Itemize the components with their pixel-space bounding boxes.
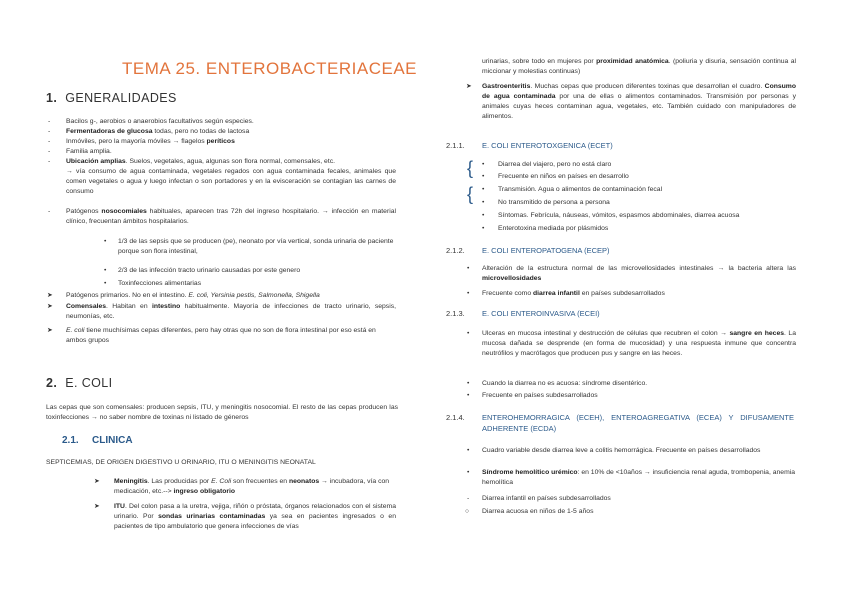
list-item-continued: → vía consumo de agua contaminada, vegetales regados con agua contaminada fecales, animales que comen vegetales o agua y luego infectan o son portadores y en la evisceración se contagian las carnes de consumo	[66, 168, 396, 195]
list-item: Transmisión. Agua o alimentos de contaminación fecal	[498, 186, 663, 193]
list-item: Frecuente como diarrea infantil en países subdesarrollados	[482, 290, 665, 297]
subsubsection-heading-ecep: 2.1.2. E. COLI ENTEROPATOGENA (ECEP)	[446, 246, 610, 255]
bullet-dot: •	[467, 447, 470, 454]
list-item: Diarrea del viajero, pero no está claro	[498, 161, 612, 168]
bullet-dot: •	[104, 238, 107, 245]
bullet-dot: •	[482, 186, 485, 193]
list-item: E. coli tiene muchísimas cepas diferentes, pero hay otras que no son de flora intestinal por eso está en ambos grupos	[66, 327, 376, 344]
subsubsection-heading-ecet: 2.1.1. E. COLI ENTEROTOXGENICA (ECET)	[446, 141, 613, 150]
bullet-dash: -	[467, 495, 470, 502]
list-item: Alteración de la estructura normal de las microvellosidades intestinales → la bacteria altera las microvellosidades	[482, 265, 796, 282]
bullet-dot: •	[482, 225, 485, 232]
list-item-itu: ITU. Del colon pasa a la uretra, vejiga, riñón o próstata, órganos relacionados con el sistema urinario. Por sondas urinarias contaminadas ya sea en pacientes ingresados o en pacientes de tipo ambulatorio que genera infecciones de vías	[114, 503, 396, 530]
document-title: TEMA 25. ENTEROBACTERIACEAE	[122, 59, 418, 78]
bullet-arrow: ➤	[47, 327, 53, 334]
bullet-dot: •	[104, 280, 107, 287]
list-item: Patógenos nosocomiales habituales, aparecen tras 72h del ingreso hospitalario. → infección en material clínico, frecuentan ámbitos hospitalarios.	[66, 208, 397, 225]
list-item-gastroenteritis: Gastroenteritis. Muchas cepas que producen diferentes toxinas que desarrollan el cuadro. Consumo de agua contaminada por una de ellas o alimentos contaminados. Transmisión por personas y animales cuyas heces contaminan agua, vegetales, etc. También cuidado con manipuladores de alimentos.	[482, 83, 796, 120]
bullet-dot: •	[482, 161, 485, 168]
section-number: 1.	[46, 91, 58, 105]
section-number: 2.	[46, 376, 58, 390]
subsubsection-heading-ecei: 2.1.3. E. COLI ENTEROINVASIVA (ECEI)	[446, 309, 600, 318]
bullet-dot: •	[467, 290, 470, 297]
bullet-dash: -	[48, 148, 51, 155]
septicemias-line: SEPTICEMIAS, DE ORIGEN DIGESTIVO U ORINARIO, ITU O MENINGITIS NEONATAL	[46, 459, 316, 466]
brace-mark: {	[467, 158, 474, 178]
list-item: Frecuente en niños en países en desarrollo	[498, 173, 629, 180]
list-item: Ulceras en mucosa intestinal y destrucción de células que recubren el colon → sangre en heces. La mucosa dañada se desprende (en forma de mucosidad) y una respuesta inmune que concentra neutrófilos y macrófagos que producen pus y sangre en las heces.	[482, 330, 796, 357]
sub-list-item: 1/3 de las sepsis que se producen (pe), neonato por vía vertical, sonda urinaria de paciente porque son flora intestinal,	[118, 238, 394, 255]
bullet-arrow: ➤	[47, 303, 53, 310]
paragraph-intro: Las cepas que son comensales: producen sepsis, ITU, y meningitis nosocomial. El resto de las cepas producen las toxinfecciones → no saber nombre de toxinas ni listado de géneros	[46, 404, 398, 421]
bullet-dash: -	[48, 138, 51, 145]
bullet-dot: •	[104, 267, 107, 274]
list-item: Diarrea acuosa en niños de 1-5 años	[482, 508, 594, 515]
brace-mark: {	[467, 184, 474, 204]
bullet-dot: •	[467, 469, 470, 476]
bullet-dot: •	[482, 199, 485, 206]
bullet-dash: -	[48, 118, 51, 125]
bullet-circle: ○	[465, 508, 470, 515]
list-item: Familia amplia.	[66, 148, 112, 155]
subsection-heading-clinica: 2.1. CLINICA	[62, 435, 133, 446]
list-item: Síntomas. Febrícula, náuseas, vómitos, espasmos abdominales, diarrea acuosa	[498, 212, 740, 219]
list-item: No transmitido de persona a persona	[498, 199, 610, 206]
bullet-arrow: ➤	[94, 478, 100, 485]
bullet-dot: •	[482, 173, 485, 180]
bullet-dash: -	[48, 128, 51, 135]
bullet-dot: •	[482, 212, 485, 219]
list-item: Ubicación amplias. Suelos, vegetales, agua, algunas son flora normal, comensales, etc.	[66, 158, 336, 165]
list-item: Cuando la diarrea no es acuosa: síndrome disentérico.	[482, 380, 648, 387]
bullet-dash: -	[48, 208, 51, 215]
sub-list-item: 2/3 de las infección tracto urinario causadas por este genero	[118, 267, 301, 274]
bullet-arrow: ➤	[47, 292, 53, 299]
bullet-arrow: ➤	[466, 83, 472, 90]
list-item: Inmóviles, pero la mayoría móviles → flagelos períticos	[66, 138, 235, 145]
bullet-dot: •	[467, 265, 470, 272]
section-label: GENERALIDADES	[65, 91, 177, 105]
itu-continued: urinarias, sobre todo en mujeres por proximidad anatómica. (poliuria y disuria, sensación continua al miccionar y molestias continuas)	[482, 58, 796, 75]
bullet-dot: •	[467, 392, 470, 399]
list-item: Cuadro variable desde diarrea leve a colitis hemorrágica. Frecuente en países desarrollados	[482, 447, 761, 454]
list-item: Enterotoxina mediada por plásmidos	[498, 225, 609, 232]
list-item: Comensales. Habitan en intestino habitualmente. Mayoría de infecciones de tracto urinario, sepsis, neumonías, etc.	[66, 303, 396, 320]
subsubsection-heading-eceh: 2.1.4. ENTEROHEMORRAGICA (ECEH), ENTEROAGREGATIVA (ECEA) Y DIFUSAMENTE ADHERENTE (ECDA)	[446, 413, 794, 433]
bullet-dot: •	[467, 380, 470, 387]
list-item: Bacilos g-, aerobios o anaerobios facultativos según especies.	[66, 118, 254, 125]
list-item: Fermentadoras de glucosa todas, pero no todas de lactosa	[66, 128, 250, 135]
sub-list-item: Toxinfecciones alimentarias	[118, 280, 202, 287]
section-label: E. COLI	[65, 376, 113, 390]
bullet-dash: -	[48, 158, 51, 165]
section-heading-generalidades	[46, 91, 177, 105]
section-heading-ecoli	[46, 376, 113, 390]
list-item: Frecuente en países subdesarrollados	[482, 392, 598, 399]
list-item: Diarrea infantil en países subdesarrollados	[482, 495, 611, 502]
bullet-dot: •	[467, 330, 470, 337]
list-item: Síndrome hemolítico urémico: en 10% de <10años → insuficiencia renal aguda, trombopenia, anemia hemolítica	[482, 469, 796, 486]
list-item: Patógenos primarios. No en el intestino. E. coli, Yersinia pestis, Salmonella, Shigella	[66, 292, 320, 299]
list-item-meningitis: Meningitis. Las producidas por E. Coli son frecuentes en neonatos → incubadora, vía con medicación, etc.--> ingreso obligatorio	[114, 478, 390, 495]
bullet-arrow: ➤	[94, 503, 100, 510]
